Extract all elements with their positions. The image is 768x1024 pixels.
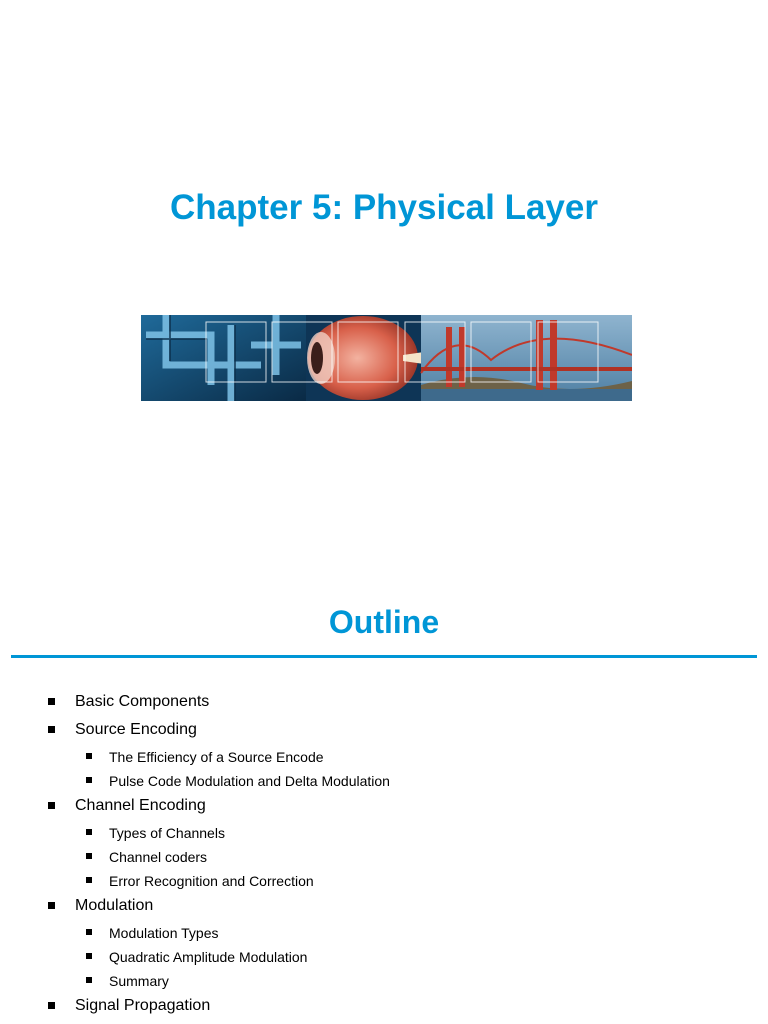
outline-subitem: Pulse Code Modulation and Delta Modulation [0,770,768,794]
outline-subitem: The Efficiency of a Source Encode [0,746,768,770]
outline-subitem: Modulation Types [0,922,768,946]
outline-item: Modulation [0,894,768,922]
outline-subitem: Summary [0,970,768,994]
slide-title: Chapter 5: Physical Layer [170,188,598,227]
outline-item: Channel Encoding [0,794,768,822]
outline-subitem: Types of Channels [0,822,768,846]
banner-illustration [141,315,632,401]
outline-item: Source Encoding [0,718,768,746]
outline-title: Outline [328,604,440,640]
title-divider [11,655,757,658]
outline-list [0,690,768,1022]
outline-item: Signal Propagation [0,994,768,1022]
outline-subitem: Quadratic Amplitude Modulation [0,946,768,970]
outline-subitem: Error Recognition and Correction [0,870,768,894]
outline-subitem: Channel coders [0,846,768,870]
outline-item: Basic Components [0,690,768,718]
banner-image [141,315,632,401]
